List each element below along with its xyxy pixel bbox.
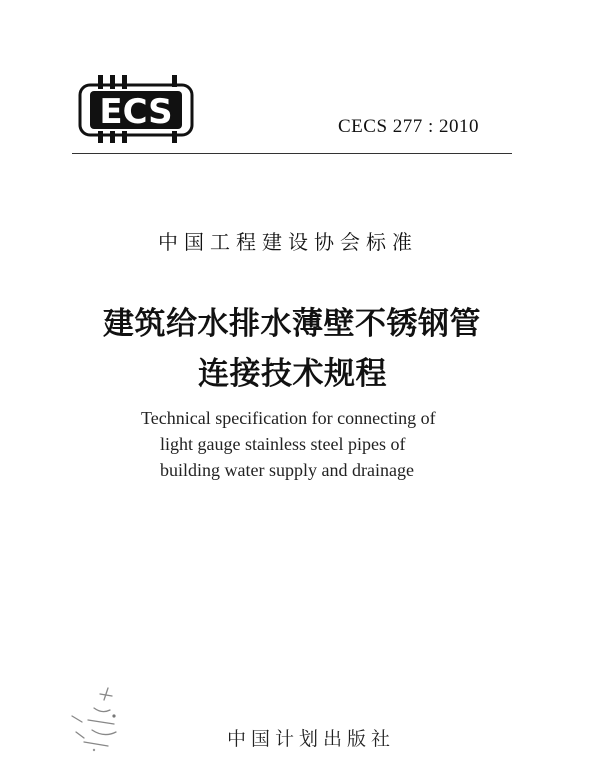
standard-number: CECS 277 : 2010 — [338, 116, 480, 137]
english-title-line-1: Technical specification for connecting of — [141, 408, 436, 428]
chinese-title-line-1: 建筑给水排水薄壁不锈钢管 — [103, 306, 481, 342]
ecs-logo — [76, 73, 196, 145]
english-title-line-3: building water supply and drainage — [160, 460, 414, 480]
english-title-line-2: light gauge stainless steel pipes of — [160, 434, 406, 454]
ecs-logo-text: ECS — [99, 92, 173, 132]
publisher-label: 中国计划出版社 — [227, 728, 396, 750]
scan-mark-icon — [64, 680, 134, 755]
header-divider — [72, 153, 512, 154]
organization-label: 中国工程建设协会标准 — [158, 230, 418, 254]
chinese-title-line-2: 连接技术规程 — [198, 356, 387, 392]
